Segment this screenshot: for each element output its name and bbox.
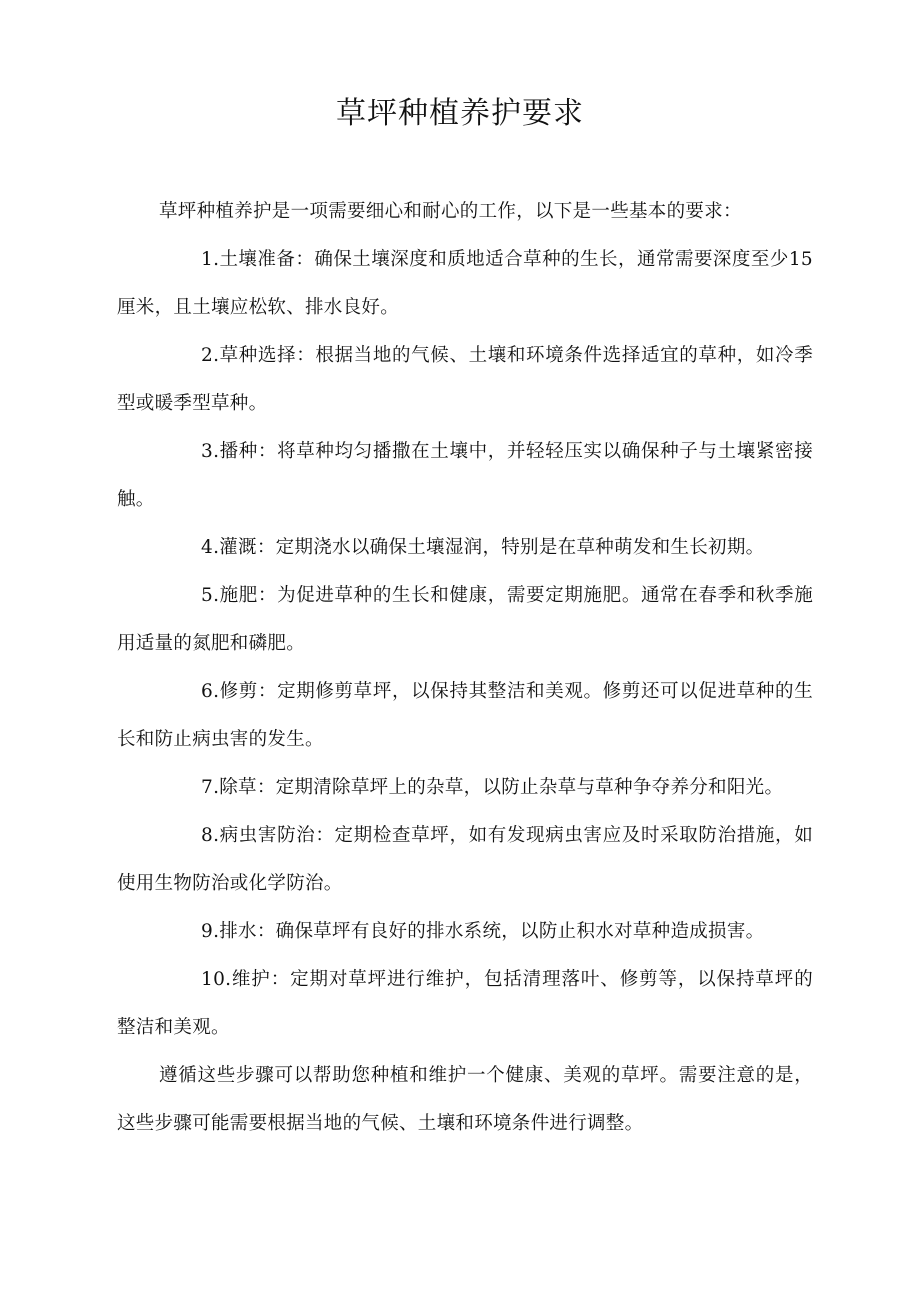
item-number: 5: [201, 585, 214, 606]
document-title: 草坪种植养护要求: [336, 96, 584, 131]
item-number: 1: [201, 249, 214, 270]
list-item: [117, 908, 813, 956]
item-text: .维护：定期对草坪进行维护，包括清理落叶、修剪等，以保持草坪的整洁和美观。: [117, 969, 813, 1038]
list-item: [117, 524, 813, 572]
item-text: .排水：确保草坪有良好的排水系统，以防止积水对草种造成损害。: [213, 921, 765, 942]
item-text: .除草：定期清除草坪上的杂草，以防止杂草与草种争夺养分和阳光。: [213, 777, 784, 798]
list-item: [117, 428, 813, 524]
item-number: 3: [201, 441, 214, 462]
list-item: [117, 668, 813, 764]
item-text: .土壤准备：确保土壤深度和质地适合草种的生长，通常需要深度至少15厘米，且土壤应松软、排水良好。: [117, 249, 813, 318]
item-text: .草种选择：根据当地的气候、土壤和环境条件选择适宜的草种，如冷季型或暖季型草种。: [117, 345, 813, 414]
item-text: .播种：将草种均匀播撒在土壤中，并轻轻压实以确保种子与土壤紧密接触。: [117, 441, 813, 510]
item-text: .修剪：定期修剪草坪，以保持其整洁和美观。修剪还可以促进草种的生长和防止病虫害的发生。: [117, 681, 813, 750]
item-number: 9: [201, 921, 214, 942]
conclusion-paragraph: 遵循这些步骤可以帮助您种植和维护一个健康、美观的草坪。需要注意的是，这些步骤可能需要根据当地的气候、土壤和环境条件进行调整。: [117, 1065, 813, 1134]
list-item: [117, 812, 813, 908]
document-body: [117, 188, 813, 1148]
item-number: 6: [201, 681, 214, 702]
list-item: [117, 332, 813, 428]
item-number: 8: [201, 825, 214, 846]
intro-paragraph: 草坪种植养护是一项需要细心和耐心的工作，以下是一些基本的要求：: [159, 201, 742, 222]
list-item: [117, 572, 813, 668]
item-number: 4: [201, 537, 214, 558]
item-text: .灌溉：定期浇水以确保土壤湿润，特别是在草种萌发和生长初期。: [213, 537, 765, 558]
item-number: 10: [201, 969, 226, 990]
list-item: [117, 764, 813, 812]
item-number: 2: [201, 345, 214, 366]
item-text: .施肥：为促进草种的生长和健康，需要定期施肥。通常在春季和秋季施用适量的氮肥和磷肥。: [117, 585, 813, 654]
item-text: .病虫害防治：定期检查草坪，如有发现病虫害应及时采取防治措施，如使用生物防治或化学防治。: [117, 825, 813, 894]
item-number: 7: [201, 777, 214, 798]
list-item: [117, 956, 813, 1052]
list-item: [117, 236, 813, 332]
